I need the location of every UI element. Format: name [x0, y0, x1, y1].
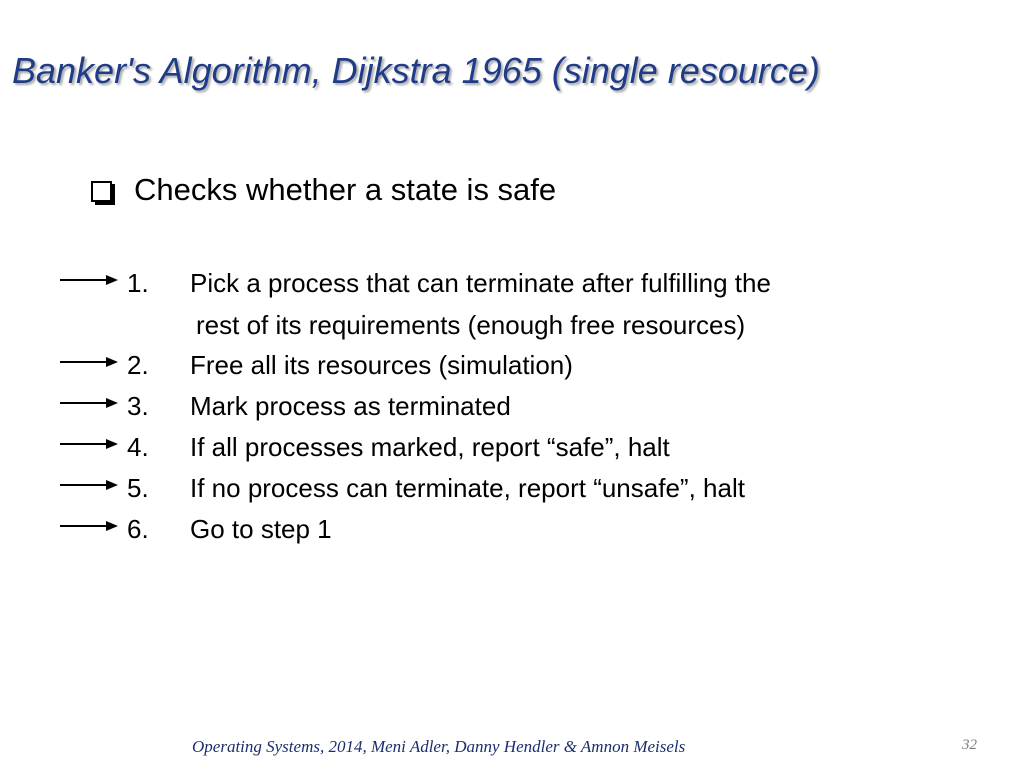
step-6 — [0, 514, 1024, 550]
bullet-item — [90, 172, 556, 208]
page-number: 32 — [962, 737, 977, 753]
step-text: Go to step 1 — [190, 514, 332, 544]
step-number: 5. — [127, 473, 149, 503]
arrow-right-icon — [60, 274, 120, 286]
arrow-right-icon — [60, 438, 120, 450]
footer-credit: Operating Systems, 2014, Meni Adler, Danny Hendler & Amnon Meisels — [192, 737, 686, 756]
step-4 — [0, 432, 1024, 468]
step-number: 6. — [127, 514, 149, 544]
step-2 — [0, 350, 1024, 386]
arrow-right-icon — [60, 356, 120, 368]
step-5 — [0, 473, 1024, 509]
step-text: If no process can terminate, report “unsafe”, halt — [190, 473, 745, 503]
step-text: If all processes marked, report “safe”, halt — [190, 432, 670, 462]
checkbox-icon — [90, 175, 120, 205]
bullet-text: Checks whether a state is safe — [134, 172, 557, 207]
step-3 — [0, 391, 1024, 427]
step-text: Free all its resources (simulation) — [190, 350, 573, 380]
step-number: 2. — [127, 350, 149, 380]
step-number: 4. — [127, 432, 149, 462]
arrow-right-icon — [60, 520, 120, 532]
slide-title: Banker's Algorithm, Dijkstra 1965 (single resource) — [12, 50, 820, 91]
arrow-right-icon — [60, 479, 120, 491]
step-text: Pick a process that can terminate after fulfilling the — [190, 268, 771, 298]
step-1 — [0, 268, 1024, 304]
step-number: 3. — [127, 391, 149, 421]
step-1-continuation: rest of its requirements (enough free resources) — [196, 310, 746, 340]
step-text: Mark process as terminated — [190, 391, 511, 421]
step-number: 1. — [127, 268, 149, 298]
arrow-right-icon — [60, 397, 120, 409]
